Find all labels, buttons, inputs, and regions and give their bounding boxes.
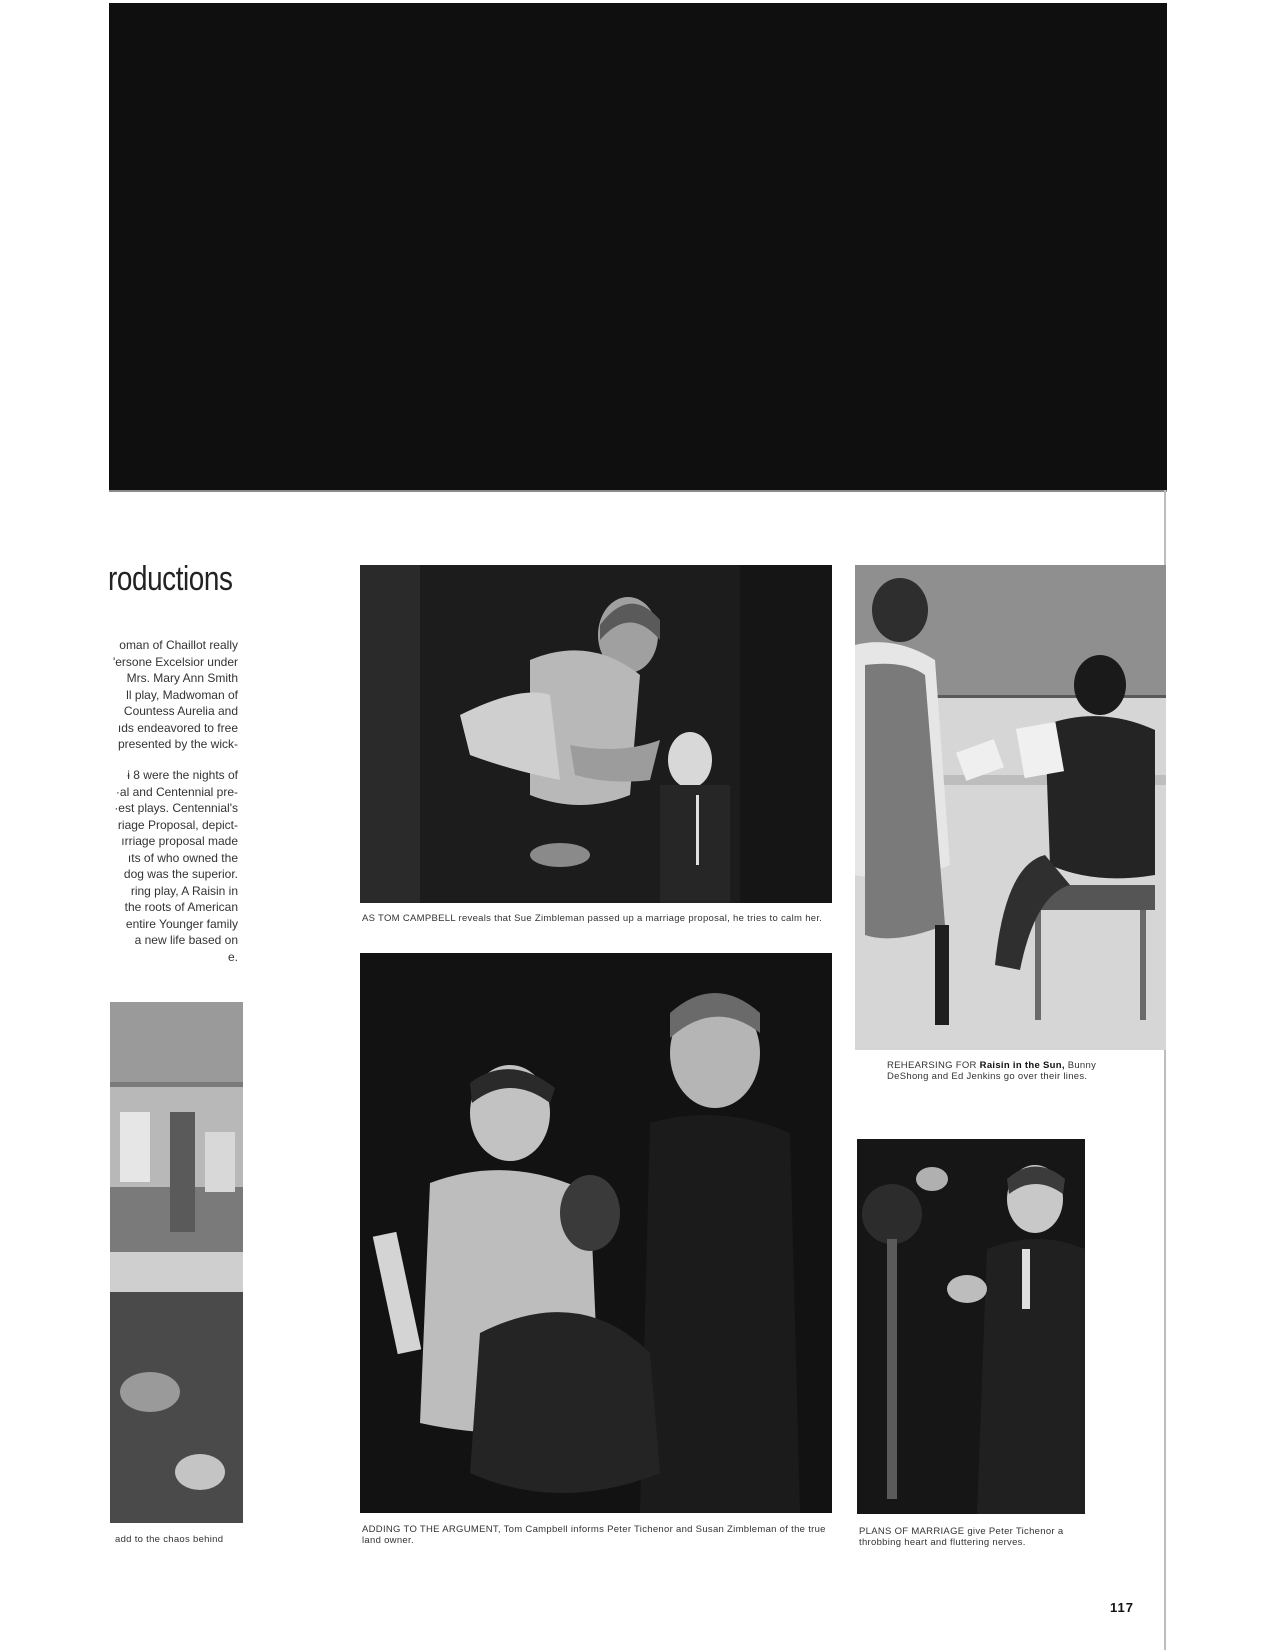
text-line: ·al and Centennial pre- xyxy=(115,784,238,799)
text-line: ırriage proposal made xyxy=(121,834,238,848)
caption-rehearsing xyxy=(887,1060,1117,1082)
caption-rehearsing-rest: Bunny DeShong and Ed Jenkins go over their lines. xyxy=(887,1060,1097,1082)
text-line: ll play, Madwoman of xyxy=(126,687,238,702)
photo-campbell xyxy=(360,565,832,903)
text-line: dog was the superior. xyxy=(123,867,238,881)
photo-rehearsing-image xyxy=(855,565,1166,1050)
body-paragraph-2 xyxy=(110,767,238,965)
text-line: ıts of who owned the xyxy=(127,850,238,865)
page-edge-line xyxy=(109,490,1167,492)
text-line: presented by the wick- xyxy=(117,737,238,751)
text-line: ɨ 8 were the nights of xyxy=(127,768,238,782)
caption-chaos: add to the chaos behind xyxy=(115,1534,224,1545)
caption-rehearsing-lead: REHEARSING FOR xyxy=(887,1060,980,1071)
photo-argument-image xyxy=(360,953,832,1513)
caption-argument: ADDING TO THE ARGUMENT, Tom Campbell informs Peter Tichenor and Susan Zimbleman of the true land owner. xyxy=(362,1524,826,1546)
text-line: a new life based on xyxy=(134,933,238,947)
text-line: oman of Chaillot really xyxy=(119,638,238,652)
page-number: 117 xyxy=(1110,1600,1134,1615)
text-line: e. xyxy=(227,949,238,964)
text-line: Mrs. Mary Ann Smith xyxy=(126,671,238,685)
photo-argument xyxy=(360,953,832,1513)
text-line: Countess Aurelia and xyxy=(123,704,238,718)
photo-chaos xyxy=(110,1002,243,1523)
text-line: ıds endeavored to free xyxy=(117,720,238,735)
text-line: ring play, A Raisin in xyxy=(130,883,238,898)
text-line: riage Proposal, depict- xyxy=(117,817,238,832)
text-line: entire Younger family xyxy=(125,916,238,931)
caption-rehearsing-title: Raisin in the Sun, xyxy=(979,1060,1065,1071)
caption-campbell: AS TOM CAMPBELL reveals that Sue Zimbleman passed up a marriage proposal, he tries to calm her. xyxy=(362,913,823,924)
text-line: ·est plays. Centennial's xyxy=(114,801,238,815)
body-paragraph-1 xyxy=(110,637,238,753)
text-line: the roots of American xyxy=(124,900,238,914)
photo-rehearsing xyxy=(855,565,1166,1050)
page-heading: roductions xyxy=(108,560,233,598)
text-line: 'ersone Excelsior under xyxy=(112,654,238,669)
photo-campbell-image xyxy=(360,565,832,903)
photo-plans xyxy=(857,1139,1085,1514)
photo-chaos-image xyxy=(110,1002,243,1523)
black-photo-block xyxy=(109,3,1167,491)
caption-plans: PLANS OF MARRIAGE give Peter Tichenor a throbbing heart and fluttering nerves. xyxy=(859,1526,1064,1548)
photo-plans-image xyxy=(857,1139,1085,1514)
